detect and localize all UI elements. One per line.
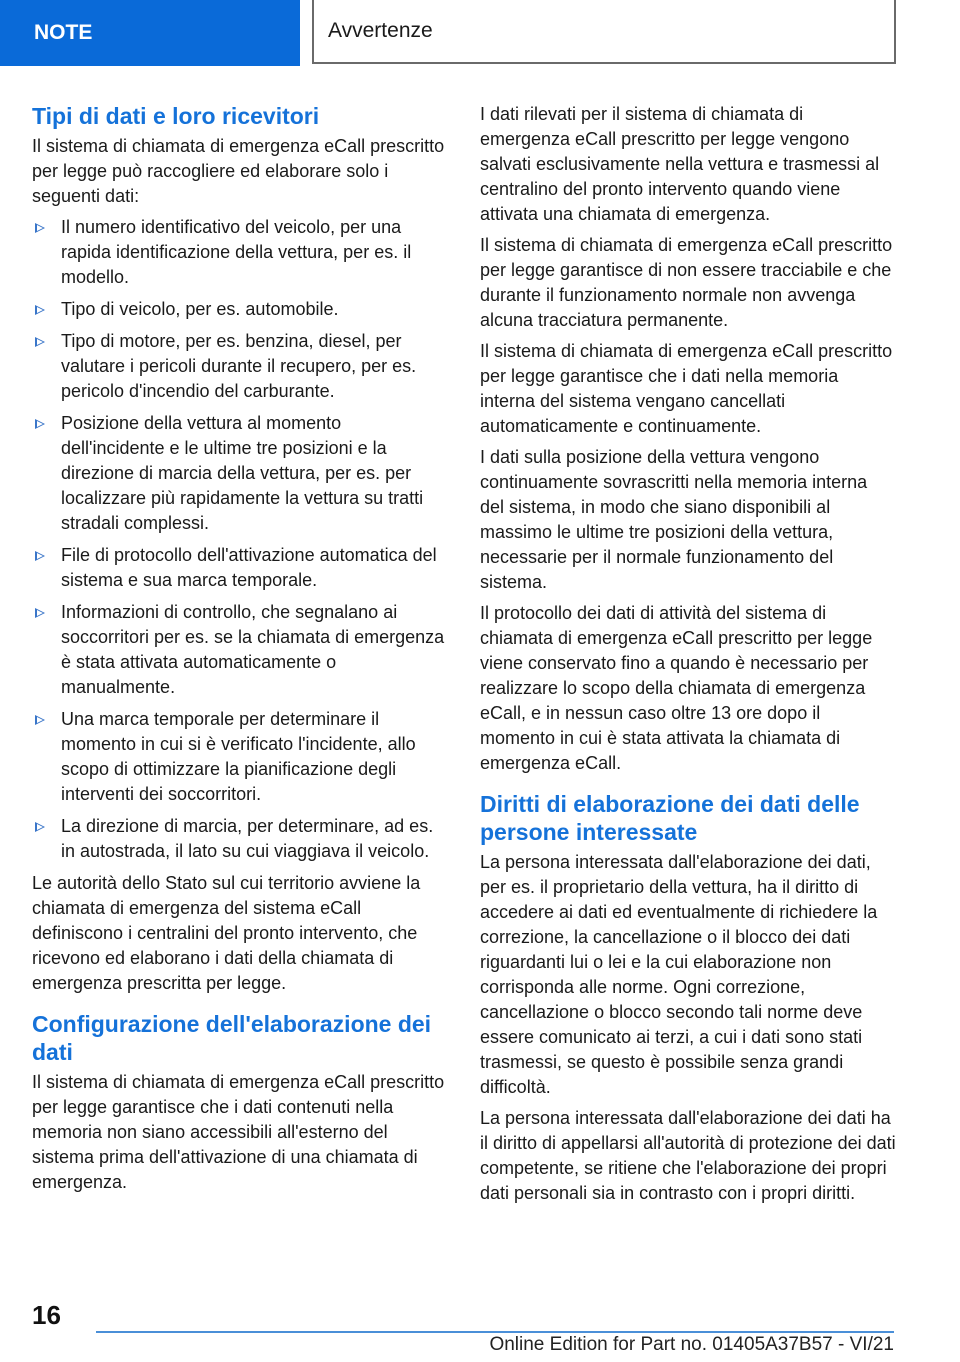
list-item: Tipo di veicolo, per es. automobile. — [32, 297, 448, 322]
list-item: Una marca temporale per determinare il momento in cui si è verificato l'incidente, allo scopo di ottimizzare la pianificazione degli interventi dei soccorritori. — [32, 707, 448, 807]
triangle-bullet-icon — [35, 419, 45, 429]
data-types-list — [32, 215, 448, 864]
heading-rights: Diritti di elaborazione dei dati delle persone interessate — [480, 791, 860, 845]
paragraph-storage: I dati rilevati per il sistema di chiamata di emergenza eCall prescritto per legge vengono salvati esclusivamente nella vettura e trasmessi al centralino del pronto intervento quando viene attivata una chiamata di emergenza. — [480, 104, 880, 224]
header-tab-label: NOTE — [34, 21, 93, 44]
triangle-bullet-icon — [35, 223, 45, 233]
footer-edition-text: Online Edition for Part no. 01405A37B57 - VI/21 — [489, 1334, 894, 1355]
header-section-title: Avvertenze — [328, 19, 433, 42]
list-item: Informazioni di controllo, che segnalano ai soccorritori per es. se la chiamata di emergenza è stata attivata automaticamente o manualmente. — [32, 600, 448, 700]
paragraph-rights: La persona interessata dall'elaborazione dei dati, per es. il proprietario della vettura, ha il diritto di accedere ai dati ed eventualmente di richiedere la correzione, la cancellazione o il blocco dei dati riguardanti lui o lei e la cui elaborazione non corrisponda alle norme. Ogni correzione, cancellazione o blocco secondo tali norme deve essere comunicato ai terzi, a cui i dati sono stati trasmessi, se questo è possibile senza grandi difficoltà. — [480, 852, 878, 1097]
paragraph-deletion: Il sistema di chiamata di emergenza eCall prescritto per legge garantisce che i dati nella memoria interna del sistema vengano cancellati automaticamente e continuamente. — [480, 341, 893, 436]
paragraph-tracking: Il sistema di chiamata di emergenza eCall prescritto per legge garantisce di non essere tracciabile e che durante il funzionamento normale non avvenga alcuna tracciatura permanente. — [480, 235, 893, 330]
header-title-box — [312, 0, 896, 64]
triangle-bullet-icon — [35, 608, 45, 618]
list-item: Il numero identificativo del veicolo, per una rapida identificazione della vettura, per es. il modello. — [32, 215, 448, 290]
triangle-bullet-icon — [35, 822, 45, 832]
footer-divider — [96, 1331, 894, 1333]
triangle-bullet-icon — [35, 337, 45, 347]
list-item: Posizione della vettura al momento dell'incidente e le ultime tre posizioni e la direzione di marcia della vettura, per es. per localizzare più rapidamente la vettura su tratti stradali complessi. — [32, 411, 448, 536]
heading-config: Configurazione dell'elaborazione dei dati — [32, 1011, 432, 1065]
list-item: La direzione di marcia, per determinare, ad es. in autostrada, il lato su cui viaggiava il veicolo. — [32, 814, 448, 864]
paragraph-config: Il sistema di chiamata di emergenza eCall prescritto per legge garantisce che i dati contenuti nella memoria non siano accessibili all'esterno del sistema prima dell'attivazione di una chiamata di emergenza. — [32, 1072, 445, 1192]
paragraph-appeal: La persona interessata dall'elaborazione dei dati ha il diritto di appellarsi all'autorità di protezione dei dati competente, se ritiene che l'elaborazione dei propri dati personali sia in contrasto con i propri diritti. — [480, 1108, 896, 1203]
triangle-bullet-icon — [35, 305, 45, 315]
header-section-tab — [0, 0, 300, 66]
list-item: File di protocollo dell'attivazione automatica del sistema e sua marca temporale. — [32, 543, 448, 593]
paragraph-protocol: Il protocollo dei dati di attività del sistema di chiamata di emergenza eCall prescritto per legge viene conservato fino a quando è necessario per realizzare lo scopo della chiamata di emergenza eCall, e in nessun caso oltre 13 ore dopo il momento in cui è stata attivata la chiamata di emergenza eCall. — [480, 603, 873, 773]
left-column — [32, 102, 448, 1201]
list-item: Tipo di motore, per es. benzina, diesel, per valutare i pericoli durante il recupero, per es. pericolo d'incendio del carburante. — [32, 329, 448, 404]
triangle-bullet-icon — [35, 551, 45, 561]
heading-data-types: Tipi di dati e loro ricevitori — [32, 103, 320, 129]
paragraph-intro: Il sistema di chiamata di emergenza eCall prescritto per legge può raccogliere ed elaborare solo i seguenti dati: — [32, 136, 445, 206]
triangle-bullet-icon — [35, 715, 45, 725]
page-number: 16 — [32, 1300, 61, 1330]
paragraph-authorities: Le autorità dello Stato sul cui territorio avviene la chiamata di emergenza del sistema eCall definiscono i centralini del pronto intervento, che ricevono ed elaborano i dati della chiamata di emergenza prescritta per legge. — [32, 873, 421, 993]
right-column — [480, 102, 896, 1212]
paragraph-position: I dati sulla posizione della vettura vengono continuamente sovrascritti nella memoria interna del sistema, in modo che siano disponibili al massimo le ultime tre posizioni della vettura, necessarie per il normale funzionamento del sistema. — [480, 447, 868, 592]
